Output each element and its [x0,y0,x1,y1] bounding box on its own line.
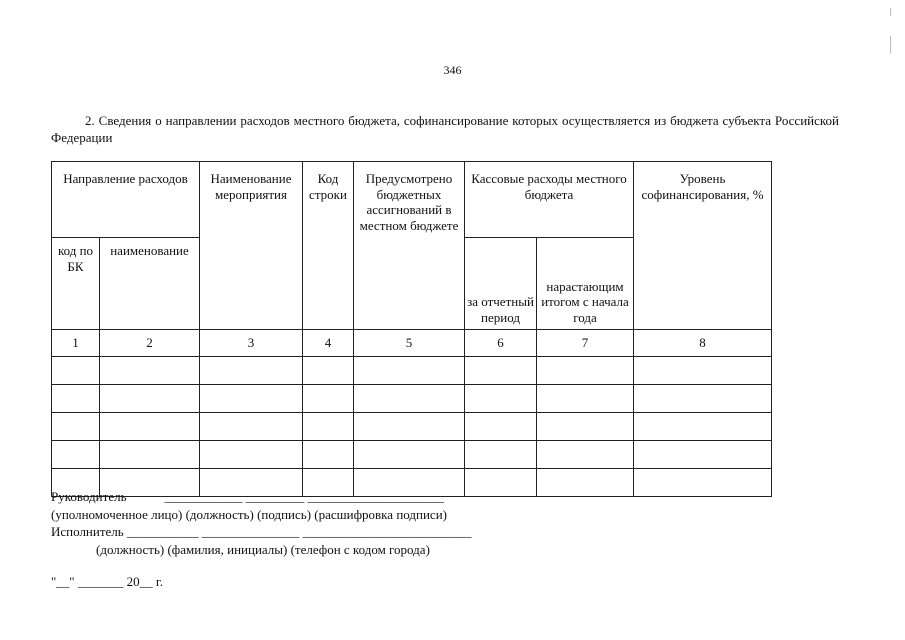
table-cell [200,441,303,469]
column-numbers-row [52,330,772,357]
table-cell [354,385,465,413]
table-cell [634,357,772,385]
table-cell [100,441,200,469]
scan-edge-mark [890,8,891,16]
table-cell [465,441,537,469]
column-number: 5 [354,330,465,357]
table-cell [537,413,634,441]
table-cell [354,413,465,441]
header-name: наименование [100,238,200,330]
table-cell [303,441,354,469]
table-cell [354,357,465,385]
head-label: Руководитель [51,489,127,504]
table-cell [100,413,200,441]
table-cell [634,469,772,497]
header-event: Наименование мероприятия [200,162,303,330]
table-row [52,441,772,469]
table-row [52,413,772,441]
section-heading: 2. Сведения о направлении расходов местного бюджета, софинансирование которых осуществляется из бюджета субъекта Российской Федерации [51,113,839,145]
table-cell [303,357,354,385]
table-cell [303,413,354,441]
header-cash: Кассовые расходы местного бюджета [465,162,634,238]
page-number: 346 [443,63,462,77]
table-cell [52,441,100,469]
executor-caption: (должность) (фамилия, инициалы) (телефон с кодом города) [96,541,430,557]
table-cell [537,385,634,413]
table-cell [200,385,303,413]
head-blanks: ____________ _________ _____________________ [164,489,444,504]
column-number: 2 [100,330,200,357]
scan-edge-mark [890,36,891,54]
table-cell [52,385,100,413]
table-cell [537,441,634,469]
column-number: 7 [537,330,634,357]
table-cell [100,385,200,413]
column-number: 6 [465,330,537,357]
head-caption: (уполномоченное лицо) (должность) (подпись) (расшифровка подписи) [51,506,447,522]
table-cell [465,413,537,441]
table-cell [200,413,303,441]
column-number: 3 [200,330,303,357]
head-signature-line [51,488,651,506]
expenses-table [51,161,772,497]
table-cell [465,385,537,413]
header-cumulative: нарастающим итогом с начала года [537,238,634,330]
signature-block [51,488,651,558]
table-cell [303,385,354,413]
date-line: "__" _______ 20__ г. [51,574,163,589]
column-number: 8 [634,330,772,357]
header-budgeted: Предусмотрено бюджетных ассигнований в местном бюджете [354,162,465,330]
header-direction: Направление расходов [52,162,200,238]
header-line-code: Код строки [303,162,354,330]
header-kbk: код по БК [52,238,100,330]
table-cell [200,357,303,385]
table-cell [465,357,537,385]
table-cell [100,357,200,385]
table-cell [634,413,772,441]
executor-blanks: ___________ _______________ __________________________ [126,524,472,539]
table-cell [52,413,100,441]
table-cell [537,357,634,385]
table-cell [52,357,100,385]
header-period: за отчетный период [465,238,537,330]
table-row [52,357,772,385]
table-cell [354,441,465,469]
header-row-1 [52,162,772,238]
executor-signature-line [51,523,651,541]
header-cofinance: Уровень софинансирования, % [634,162,772,330]
table-cell [634,441,772,469]
executor-label: Исполнитель [51,524,124,539]
column-number: 4 [303,330,354,357]
table-row [52,385,772,413]
column-number: 1 [52,330,100,357]
table-cell [634,385,772,413]
